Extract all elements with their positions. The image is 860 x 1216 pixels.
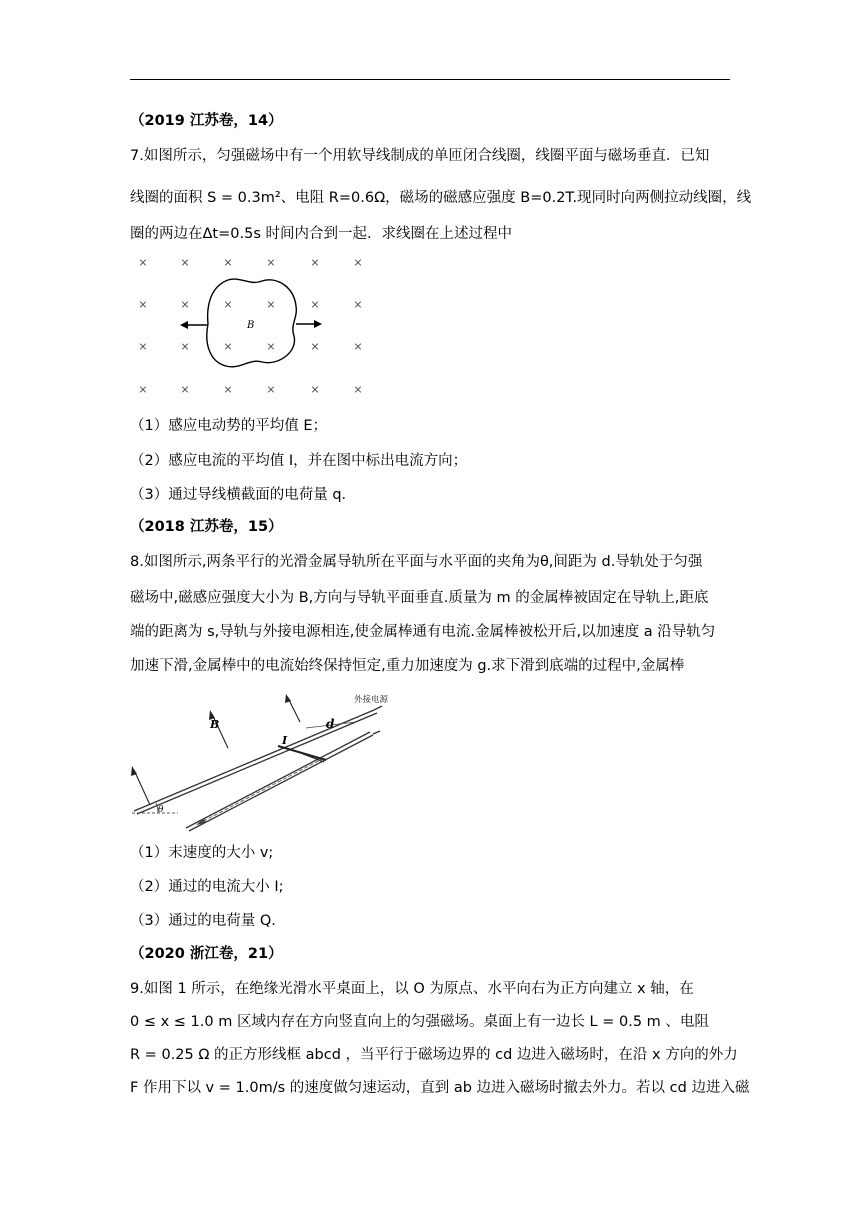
header-rule <box>130 79 730 80</box>
q9-text-line2: 0 ≤ x ≤ 1.0 m 区域内存在方向竖直向上的匀强磁场。桌面上有一边长 L = 0.5 m 、电阻 <box>130 1014 709 1030</box>
svg-text:×: × <box>180 256 190 269</box>
q8-sub3: （3）通过的电荷量 Q. <box>130 913 276 929</box>
svg-text:×: × <box>310 298 320 311</box>
svg-text:×: × <box>223 340 233 353</box>
q7-sub1: （1）感应电动势的平均值 E； <box>130 418 327 434</box>
q8-rails-figure <box>128 688 408 837</box>
q7-figure-label-b: B <box>247 320 255 331</box>
svg-text:×: × <box>180 383 190 396</box>
q9-text-line4: F 作用下以 v = 1.0m/s 的速度做匀速运动，直到 ab 边进入磁场时撤去外力。若以 cd 边进入磁 <box>130 1080 750 1096</box>
q7-sub3: （3）通过导线横截面的电荷量 q． <box>130 487 357 503</box>
q8-figure-label-i: I <box>282 734 288 747</box>
q7-text-line3: 圈的两边在Δt=0.5s 时间内合到一起．求线圈在上述过程中 <box>130 226 512 242</box>
svg-text:×: × <box>223 298 233 311</box>
q8-text-line4: 加速下滑,金属棒中的电流始终保持恒定,重力加速度为 g.求下滑到底端的过程中,金属棒 <box>130 658 685 674</box>
q8-figure-label-theta: θ <box>158 805 164 815</box>
q8-source: （2018 江苏卷，15） <box>130 519 283 535</box>
q8-text-line3: 端的距离为 s,导轨与外接电源相连,使金属棒通有电流.金属棒被松开后,以加速度 a 沿导轨匀 <box>130 624 716 640</box>
q8-figure-label-power: 外接电源 <box>354 695 389 705</box>
svg-text:×: × <box>266 298 276 311</box>
q9-source: （2020 浙江卷，21） <box>130 946 283 962</box>
q7-coil-figure <box>128 248 378 404</box>
svg-text:×: × <box>353 256 363 269</box>
q7-source: （2019 江苏卷，14） <box>130 113 283 129</box>
q7-text-line2: 线圈的面积 S = 0.3m²、电阻 R=0.6Ω，磁场的磁感应强度 B=0.2T.现同时向两侧拉动线圈，线 <box>130 190 752 206</box>
q8-text-line2: 磁场中,磁感应强度大小为 B,方向与导轨平面垂直.质量为 m 的金属棒被固定在导轨上,距底 <box>130 590 709 606</box>
svg-text:×: × <box>353 298 363 311</box>
svg-text:×: × <box>138 383 148 396</box>
svg-text:×: × <box>310 256 320 269</box>
q9-text-line3: R = 0.25 Ω 的正方形线框 abcd ，当平行于磁场边界的 cd 边进入磁场时，在沿 x 方向的外力 <box>130 1047 738 1063</box>
svg-text:×: × <box>353 340 363 353</box>
svg-text:×: × <box>310 383 320 396</box>
svg-text:×: × <box>266 256 276 269</box>
svg-text:×: × <box>138 298 148 311</box>
svg-text:×: × <box>223 383 233 396</box>
svg-text:×: × <box>353 383 363 396</box>
q7-sub2: （2）感应电流的平均值 I，并在图中标出电流方向； <box>130 453 468 469</box>
svg-text:×: × <box>266 340 276 353</box>
svg-text:×: × <box>138 340 148 353</box>
svg-text:×: × <box>180 298 190 311</box>
q8-sub1: （1）末速度的大小 v; <box>130 845 274 861</box>
q8-figure-label-b: B <box>210 718 220 731</box>
q7-text-line1: 7.如图所示，匀强磁场中有一个用软导线制成的单匝闭合线圈，线圈平面与磁场垂直．已知 <box>130 148 710 164</box>
svg-text:×: × <box>310 340 320 353</box>
q8-text-line1: 8.如图所示,两条平行的光滑金属导轨所在平面与水平面的夹角为θ,间距为 d.导轨处于匀强 <box>130 554 703 570</box>
q8-figure-label-d: d <box>326 717 335 731</box>
q9-text-line1: 9.如图 1 所示，在绝缘光滑水平桌面上，以 O 为原点、水平向右为正方向建立 x 轴，在 <box>130 981 694 997</box>
svg-text:×: × <box>180 340 190 353</box>
q8-sub2: （2）通过的电流大小 I; <box>130 879 284 895</box>
svg-text:×: × <box>138 256 148 269</box>
svg-text:×: × <box>223 256 233 269</box>
svg-text:×: × <box>266 383 276 396</box>
